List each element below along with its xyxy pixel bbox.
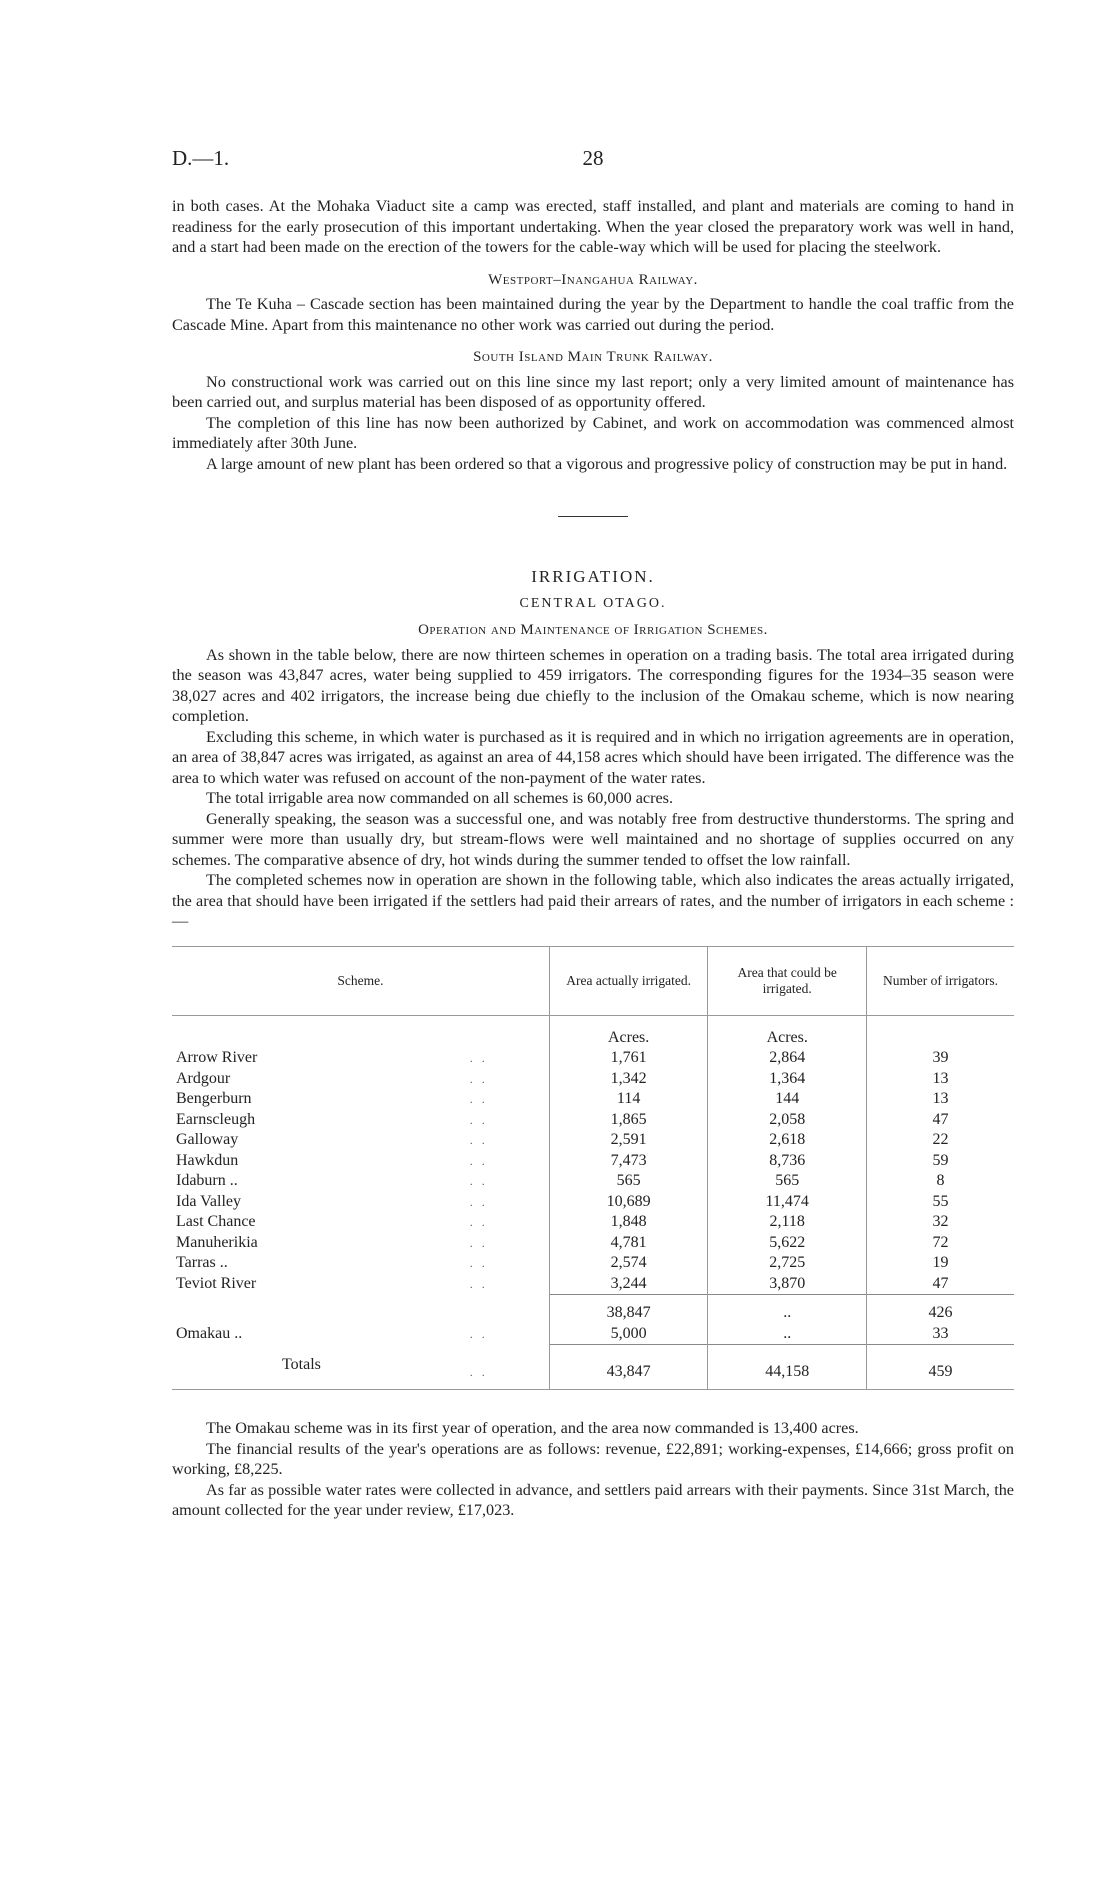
area-could: 2,618 — [708, 1130, 867, 1151]
scheme-name: Ardgour — [176, 1069, 231, 1087]
intro-paragraph: in both cases. At the Mohaka Viaduct site a camp was erected, staff installed, and plant and materials are coming to hand in readiness for the early prosecution of this important undertaking. When the year closed the preparatory work was well in hand, and a start had been made on the erection of the towers for the cable-way which will be used for placing the steelwork. — [172, 197, 1014, 256]
irrigators-count: 33 — [867, 1324, 1014, 1345]
area-could: 1,364 — [708, 1069, 867, 1090]
scheme-name: Totals — [282, 1355, 321, 1373]
leader-dots: . . — [469, 1235, 488, 1250]
irrigators-count: 32 — [867, 1212, 1014, 1233]
area-could: 5,622 — [708, 1233, 867, 1254]
area-could: 2,864 — [708, 1048, 867, 1069]
irrigation-table — [172, 946, 1014, 1393]
irrigators-count: 426 — [867, 1295, 1014, 1324]
scheme-name: Arrow River — [176, 1049, 258, 1066]
unit-label: Acres. — [549, 1015, 708, 1048]
page-header — [172, 146, 1014, 170]
leader-dots: . . — [469, 1071, 488, 1086]
scheme-name: Last Chance — [176, 1213, 256, 1230]
leader-dots: . . — [469, 1112, 488, 1127]
area-could: 8,736 — [708, 1151, 867, 1172]
irrigation-subtitle: CENTRAL OTAGO. — [519, 595, 667, 611]
leader-dots: . . — [469, 1174, 488, 1188]
table-row — [172, 1324, 1014, 1345]
scheme-name: Galloway — [176, 1131, 239, 1148]
irrigation-paragraph: Generally speaking, the season was a successful one, and was notably free from destructive thunderstorms. The spring and summer were more than usually dry, but stream-flows were well maintained and no shortage of supplies occurred on any schemes. The comparative absence of dry, hot winds during the summer tended to offset the low rainfall. — [172, 809, 1014, 869]
table-row — [172, 1151, 1014, 1172]
scheme-name: Idaburn .. — [176, 1172, 238, 1189]
irrigators-count: 13 — [867, 1069, 1014, 1090]
area-could: 2,725 — [708, 1253, 867, 1274]
area-could: 2,058 — [708, 1110, 867, 1131]
area-actual: 43,847 — [549, 1345, 708, 1390]
area-could: 11,474 — [708, 1192, 867, 1213]
area-actual: 3,244 — [549, 1274, 708, 1295]
irrigators-count: 59 — [867, 1151, 1014, 1172]
area-actual: 7,473 — [549, 1151, 708, 1172]
irrigators-count: 13 — [867, 1089, 1014, 1110]
scheme-name: Manuherikia — [176, 1233, 258, 1251]
leader-dots: . . — [469, 1276, 488, 1291]
area-could: 44,158 — [708, 1345, 867, 1390]
column-header-scheme: Scheme. — [172, 946, 549, 1015]
scheme-name — [172, 1295, 466, 1324]
area-actual: 565 — [549, 1171, 708, 1192]
table-row — [172, 1130, 1014, 1151]
irrigation-title: IRRIGATION. — [531, 567, 655, 586]
closing-paragraph: The Omakau scheme was in its first year of operation, and the area now commanded is 13,400 acres. — [206, 1419, 859, 1437]
area-could: .. — [708, 1324, 867, 1345]
irrigators-count: 22 — [867, 1130, 1014, 1151]
south-island-paragraph: A large amount of new plant has been ordered so that a vigorous and progressive policy of construction may be put in hand. — [206, 454, 1008, 473]
report-reference: D.—1. — [172, 146, 230, 170]
section-divider — [558, 516, 628, 517]
area-actual: 4,781 — [549, 1233, 708, 1254]
table-row — [172, 1069, 1014, 1090]
area-could: 2,118 — [708, 1212, 867, 1233]
area-actual: 10,689 — [549, 1192, 708, 1213]
closing-paragraph: As far as possible water rates were collected in advance, and settlers paid arrears with their payments. Since 31st March, the amount collected for the year under review, £17,023. — [172, 1480, 1014, 1519]
scheme-name: Bengerburn — [176, 1090, 252, 1107]
scheme-name: Teviot River — [176, 1274, 257, 1292]
south-island-paragraph: No constructional work was carried out on this line since my last report; only a very limited amount of maintenance has been carried out, and surplus material has been disposed of as opportunity offered. — [172, 372, 1014, 411]
column-header-irrigators: Number of irrigators. — [867, 946, 1014, 1015]
irrigators-count: 47 — [867, 1110, 1014, 1131]
table-row — [172, 1233, 1014, 1254]
westport-paragraph: The Te Kuha – Cascade section has been maintained during the year by the Department to handle the coal traffic from the Cascade Mine. Apart from this maintenance no other work was carried out during the period. — [172, 295, 1014, 334]
leader-dots: . . — [469, 1092, 488, 1106]
closing-paragraph: The financial results of the year's operations are as follows: revenue, £22,891; working-expenses, £14,666; gross profit on working, £8,225. — [172, 1439, 1014, 1478]
table-row — [172, 1110, 1014, 1131]
area-actual: 2,574 — [549, 1253, 708, 1274]
irrigators-count: 47 — [867, 1274, 1014, 1295]
table-row — [172, 1171, 1014, 1192]
table-row — [172, 1192, 1014, 1213]
area-actual: 38,847 — [549, 1295, 708, 1324]
scheme-name: Omakau .. — [176, 1324, 243, 1342]
leader-dots: . . — [469, 1153, 488, 1168]
units-row — [172, 1015, 1014, 1048]
leader-dots: . . — [469, 1326, 488, 1341]
leader-dots: . . — [469, 1215, 488, 1229]
area-actual: 1,865 — [549, 1110, 708, 1131]
column-header-could: Area that could be irrigated. — [708, 946, 867, 1015]
page-number: 28 — [582, 146, 604, 170]
table-row — [172, 1212, 1014, 1233]
area-could: 3,870 — [708, 1274, 867, 1295]
column-header-actual: Area actually irrigated. — [549, 946, 708, 1015]
leader-dots — [466, 1295, 550, 1324]
irrigation-paragraph: The completed schemes now in operation are shown in the following table, which also indicates the areas actually irrigated, the area that should have been irrigated if the settlers had paid their arrears of rates, and the number of irrigators in each scheme :— — [172, 871, 1014, 930]
south-island-paragraph: The completion of this line has now been authorized by Cabinet, and work on accommodation was commenced almost immediately after 30th June. — [172, 413, 1014, 452]
irrigators-count: 19 — [867, 1253, 1014, 1274]
table-bottom-rule — [172, 1390, 1014, 1393]
south-island-heading: South Island Main Trunk Railway. — [473, 349, 713, 365]
table-row — [172, 1089, 1014, 1110]
area-actual: 114 — [549, 1089, 708, 1110]
irrigators-count: 459 — [867, 1345, 1014, 1390]
irrigation-paragraph: The total irrigable area now commanded on all schemes is 60,000 acres. — [206, 789, 674, 807]
subtotal-row — [172, 1295, 1014, 1324]
irrigators-count: 8 — [867, 1171, 1014, 1192]
scheme-name: Hawkdun — [176, 1151, 239, 1169]
irrigators-count: 55 — [867, 1192, 1014, 1213]
area-actual: 2,591 — [549, 1130, 708, 1151]
document-body — [172, 196, 1014, 1521]
area-actual: 1,761 — [549, 1048, 708, 1069]
table-row — [172, 1253, 1014, 1274]
scheme-name: Ida Valley — [176, 1192, 242, 1210]
area-actual: 1,848 — [549, 1212, 708, 1233]
irrigators-count: 39 — [867, 1048, 1014, 1069]
scheme-name: Tarras .. — [176, 1254, 228, 1271]
westport-heading: Westport–Inangahua Railway. — [488, 271, 698, 288]
leader-dots: . . — [469, 1194, 488, 1209]
scheme-name: Earnscleugh — [176, 1110, 256, 1128]
irrigation-paragraph: As shown in the table below, there are now thirteen schemes in operation on a trading basis. The total area irrigated during the season was 43,847 acres, water being supplied to 459 irrigators. The corresponding figures for the 1934–35 season were 38,027 acres and 402 irrigators, the increase being due chiefly to the inclusion of the Omakau scheme, which is now nearing completion. — [172, 645, 1014, 725]
area-actual: 5,000 — [549, 1324, 708, 1345]
area-could: 565 — [708, 1171, 867, 1192]
leader-dots: . . — [469, 1051, 488, 1065]
unit-label: Acres. — [708, 1015, 867, 1048]
leader-dots: . . — [469, 1364, 488, 1379]
leader-dots: . . — [469, 1133, 488, 1147]
irrigation-paragraph: Excluding this scheme, in which water is purchased as it is required and in which no irrigation agreements are in operation, an area of 38,847 acres was irrigated, as against an area of 44,158 acres which should have been irrigated. The difference was the area to which water was refused on account of the non-payment of the water rates. — [172, 727, 1014, 787]
table-row — [172, 1048, 1014, 1069]
area-could: 144 — [708, 1089, 867, 1110]
table-header-row — [172, 946, 1014, 1015]
leader-dots: . . — [469, 1256, 488, 1270]
area-actual: 1,342 — [549, 1069, 708, 1090]
table-row — [172, 1274, 1014, 1295]
area-could: .. — [708, 1295, 867, 1324]
table-body — [172, 1015, 1014, 1392]
irrigators-count: 72 — [867, 1233, 1014, 1254]
irrigation-section-heading: Operation and Maintenance of Irrigation Schemes. — [418, 622, 768, 638]
totals-row — [172, 1345, 1014, 1390]
